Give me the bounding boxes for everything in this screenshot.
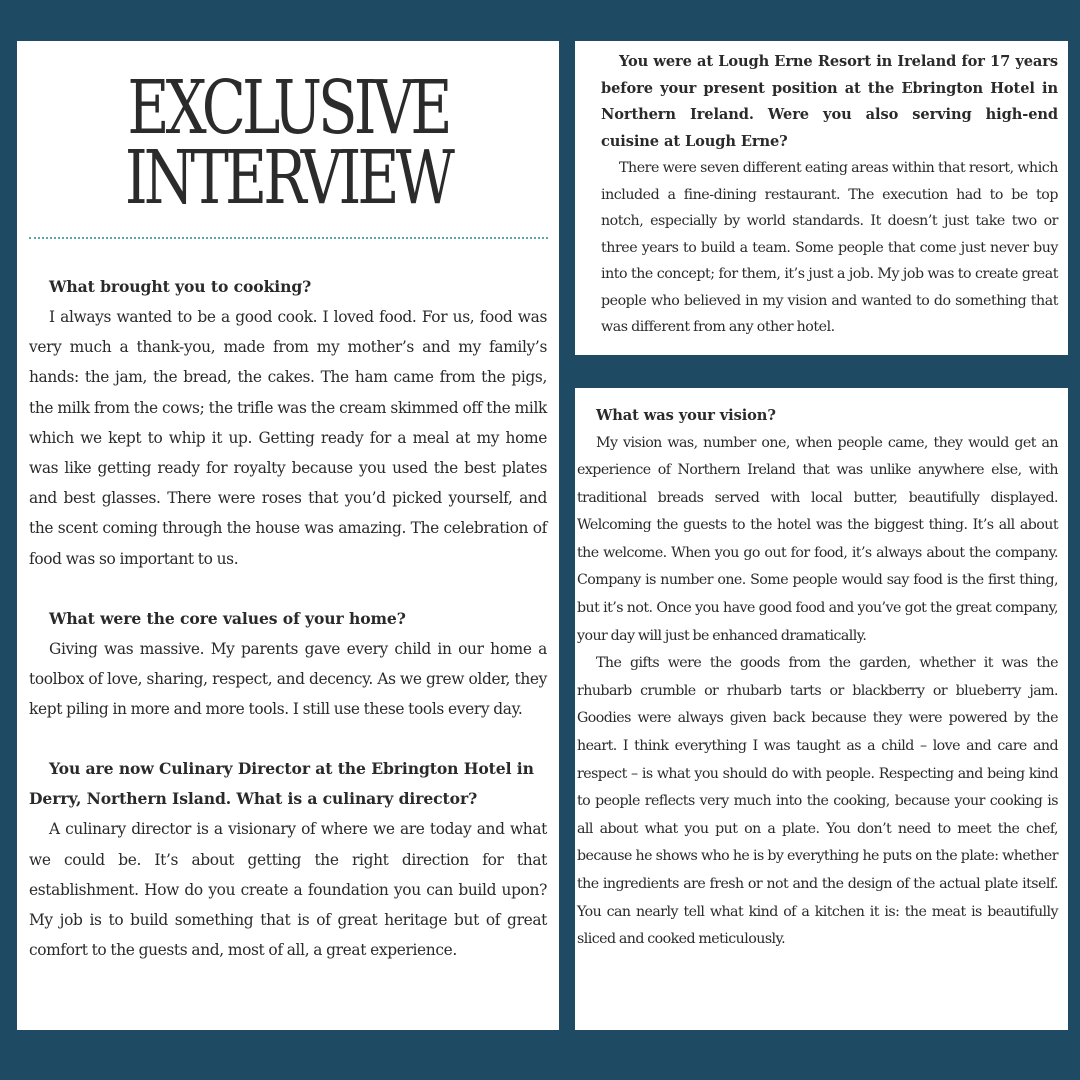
answer-vision-part1: My vision was, number one, when people came, they would get an experience of Northern Ireland that was unlike anywhere else, with traditional breads served with local butter, beautifully displayed. Welcoming the guests to the hotel was the biggest thing. It’s all about the welcome. When you go out for food, it’s always about the company. Company is number one. Some people would say food is the first thing, but it’s not. Once you have good food and you’ve got the great company, your day will just be enhanced dramatically. bbox=[577, 434, 1058, 644]
answer-cooking: I always wanted to be a good cook. I loved food. For us, food was very much a thank-you, made from my mother’s and my family’s hands: the jam, the bread, the cakes. The ham came from the pigs, the milk from the cows; the trifle was the cream skimmed off the milk which we kept to whip it up. Getting ready for a meal at my home was like getting ready for royalty because you used the best plates and best glasses. There were roses that you’d picked yourself, and the scent coming through the house was amazing. The celebration of food was so important to us. bbox=[29, 308, 547, 568]
interview-panel-top-right bbox=[575, 41, 1068, 355]
question-culinary-director: You are now Culinary Director at the Ebrington Hotel in Derry, Northern Island. What is a culinary director? bbox=[29, 759, 534, 809]
left-interview-body bbox=[29, 272, 547, 965]
answer-core-values: Giving was massive. My parents gave every child in our home a toolbox of love, sharing, respect, and decency. As we grew older, they kept piling in more and more tools. I still use these tools every day. bbox=[29, 639, 547, 719]
question-lough-erne: You were at Lough Erne Resort in Ireland for 17 years before your present position at the Ebrington Hotel in Northern Ireland. Were you also serving high-end cuisine at Lough Erne? bbox=[601, 53, 1058, 150]
question-cooking: What brought you to cooking? bbox=[49, 277, 312, 296]
headline-exclusive: EXCLUSIVE bbox=[127, 65, 449, 151]
answer-vision-part2: The gifts were the goods from the garden, whether it was the rhubarb crumble or rhubarb tarts or blackberry or blueberry jam. Goodies were always given back because they were powered by the heart. I think everything I was taught as a child – love and care and respect – is what you should do with people. Respecting and being kind to people reflects very much into the cooking, because your cooking is all about what you put on a plate. You don’t need to meet the chef, because he shows who he is by everything he puts on the plate: whether the ingredients are fresh or not and the design of the actual plate itself. You can nearly tell what kind of a kitchen it is: the meat is beautifully sliced and cooked meticulously. bbox=[577, 655, 1058, 948]
interview-panel-bottom-right bbox=[575, 388, 1068, 1030]
question-core-values: What were the core values of your home? bbox=[49, 608, 406, 628]
dotted-divider bbox=[29, 237, 548, 239]
answer-lough-erne: There were seven different eating areas within that resort, which included a fine-dining restaurant. The execution had to be top notch, especially by world standards. It doesn’t just take two or three years to build a team. Some people that come just never buy into the concept; for them, it’s just a job. My job was to create great people who believed in my vision and wanted to do something that was different from any other hotel. bbox=[601, 160, 1058, 335]
question-vision: What was your vision? bbox=[596, 407, 776, 424]
interview-panel-left bbox=[17, 41, 559, 1030]
answer-culinary-director: A culinary director is a visionary of where we are today and what we could be. It’s about getting the right direction for that establishment. How do you create a foundation you can build upon? My job is to build something that is of great heritage but of great comfort to the guests and, most of all, a great experience. bbox=[29, 820, 547, 960]
headline-interview: INTERVIEW bbox=[124, 135, 452, 221]
